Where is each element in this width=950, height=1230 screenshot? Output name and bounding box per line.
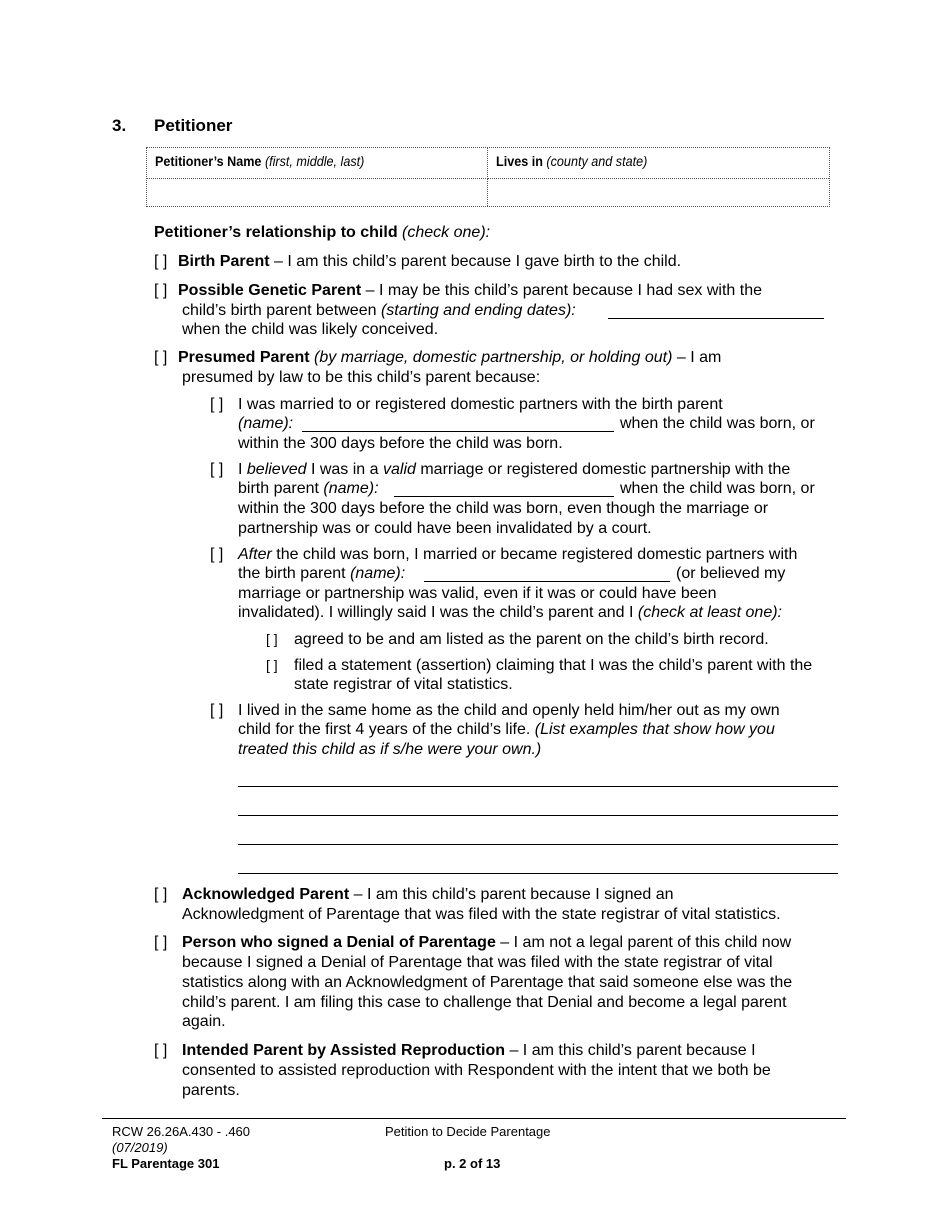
married-option: [ ] I was married to or registered domestic partners with the birth parent [210,396,723,413]
birth-record-option: [ ] agreed to be and am listed as the parent on the child’s birth record. [266,631,769,648]
denial-checkbox[interactable]: [ ] [154,934,168,951]
assertion-option: [ ] filed a statement (assertion) claiming that I was the child’s parent with the [266,657,813,674]
after-birth-checkbox[interactable]: [ ] [210,546,224,563]
section-title: Petitioner [154,116,233,135]
examples-line-4[interactable] [238,873,838,874]
lives-in-header-hint: (county and state) [546,153,648,169]
married-checkbox[interactable]: [ ] [210,396,224,413]
examples-line-1[interactable] [238,786,838,787]
married-name-blank[interactable] [302,417,614,432]
relationship-heading: Petitioner’s relationship to child (check one): [154,224,491,241]
examples-line-2[interactable] [238,815,838,816]
footer-divider [102,1118,846,1119]
name-header-hint: (first, middle, last) [264,153,365,169]
footer-form-number: FL Parentage 301 [112,1156,220,1171]
lives-in-column-header [488,148,829,179]
believed-option: [ ] I believed I was in a valid marriage or registered domestic partnership with the [210,461,791,478]
petitioner-table [146,147,830,207]
presumed-parent-option: [ ] Presumed Parent (by marriage, domestic partnership, or holding out) – I am [154,349,722,366]
presumed-parent-checkbox[interactable]: [ ] [154,349,168,366]
genetic-parent-checkbox[interactable]: [ ] [154,282,168,299]
after-name-blank[interactable] [424,567,670,582]
assertion-checkbox[interactable]: [ ] [266,657,278,673]
footer-page-number: p. 2 of 13 [444,1156,501,1171]
conception-dates-blank[interactable] [608,304,824,319]
acknowledged-parent-option: [ ] Acknowledged Parent – I am this child’s parent because I signed an [154,886,674,903]
acknowledged-parent-checkbox[interactable]: [ ] [154,886,168,903]
footer-rcw: RCW 26.26A.430 - .460 [112,1124,251,1139]
believed-checkbox[interactable]: [ ] [210,461,224,478]
believed-name-blank[interactable] [394,482,614,497]
intended-parent-option: [ ] Intended Parent by Assisted Reproduction – I am this child’s parent because I [154,1042,756,1059]
holding-out-checkbox[interactable]: [ ] [210,702,224,719]
birth-record-checkbox[interactable]: [ ] [266,631,278,647]
footer-date: (07/2019) [112,1140,168,1155]
petitioner-name-field[interactable] [147,179,488,206]
lives-in-header-label: Lives in [496,153,543,169]
petitioner-lives-in-field[interactable] [488,179,829,206]
birth-parent-checkbox[interactable]: [ ] [154,253,168,270]
name-header-label: Petitioner’s Name [155,153,262,169]
birth-parent-option: [ ] Birth Parent – I am this child’s parent because I gave birth to the child. [154,253,682,270]
genetic-parent-option: [ ] Possible Genetic Parent – I may be this child’s parent because I had sex with the [154,282,763,299]
section-number: 3. [112,116,127,135]
intended-parent-checkbox[interactable]: [ ] [154,1042,168,1059]
holding-out-option: [ ] I lived in the same home as the child and openly held him/her out as my own [210,702,780,719]
after-birth-option: [ ] After the child was born, I married or became registered domestic partners with [210,546,798,563]
examples-line-3[interactable] [238,844,838,845]
name-column-header [147,148,488,179]
denial-option: [ ] Person who signed a Denial of Parentage – I am not a legal parent of this child now [154,934,792,951]
footer-title: Petition to Decide Parentage [385,1124,551,1139]
